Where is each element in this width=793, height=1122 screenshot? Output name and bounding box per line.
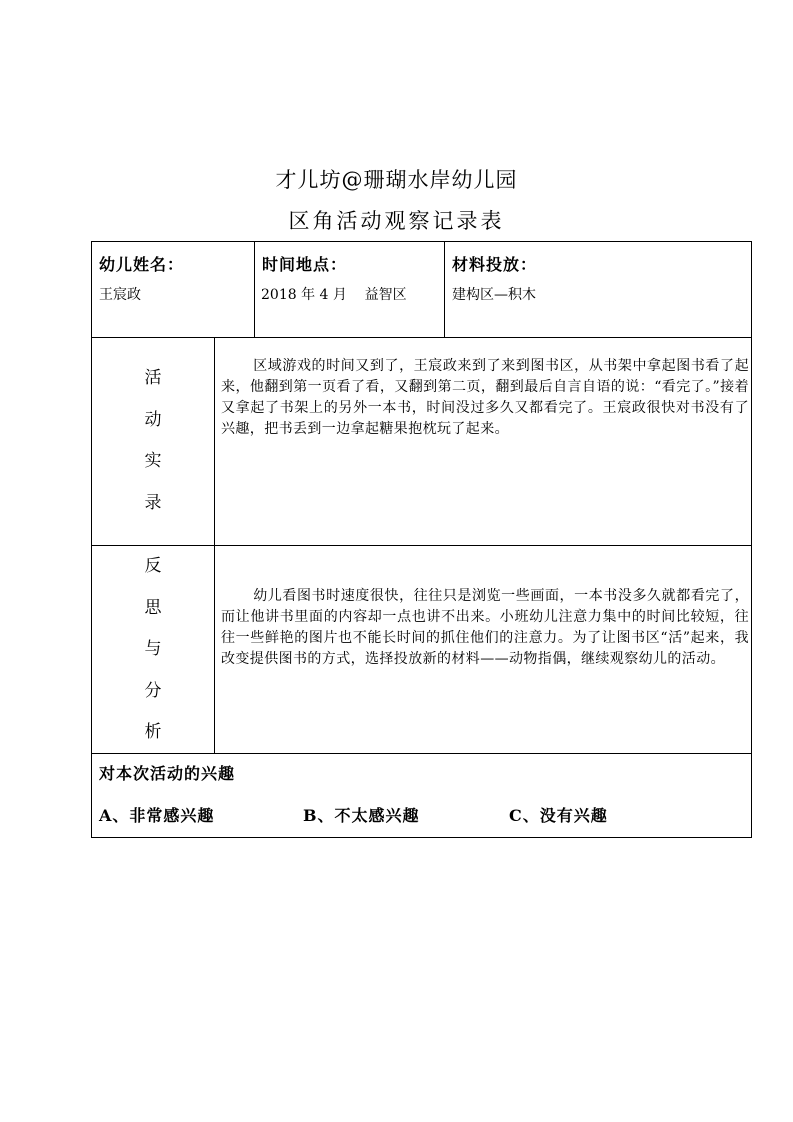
column-divider xyxy=(254,241,255,337)
label-char: 与 xyxy=(144,639,162,659)
label-char: 析 xyxy=(144,722,162,742)
label-char: 实 xyxy=(144,451,162,471)
column-divider xyxy=(214,337,215,753)
label-char: 活 xyxy=(144,368,162,388)
material-value: 建构区—积木 xyxy=(452,287,536,303)
label-char: 思 xyxy=(144,597,162,618)
column-divider xyxy=(444,241,445,337)
option-a[interactable]: A、非常感兴趣 xyxy=(99,806,215,825)
reflection-section-label xyxy=(92,546,214,754)
activity-record-text: 区域游戏的时间又到了，王宸政来到了来到图书区，从书架中拿起图书看了起来，他翻到第一页看了看，又翻到第二页，翻到最后自言自语的说：“看完了。”接着又拿起了书架上的另外一本书，时间没过多久又都看完了。王宸政很快对书没有了兴趣，把书丢到一边拿起糖果抱枕玩了起来。 xyxy=(221,358,749,437)
school-title: 才儿坊@珊瑚水岸幼儿园 xyxy=(275,168,518,192)
option-c[interactable]: C、没有兴趣 xyxy=(509,806,608,825)
interest-title: 对本次活动的兴趣 xyxy=(99,764,236,783)
table-divider xyxy=(91,337,752,338)
label-char: 反 xyxy=(144,556,162,576)
reflection-text: 幼儿看图书时速度很快，往往只是浏览一些画面，一本书没多久就都看完了，而让他讲书里面的内容却一点也讲不出来。小班幼儿注意力集中的时间比较短，往往一些鲜艳的图片也不能长时间的抓住他们的注意力。为了让图书区“活”起来，我改变提供图书的方式，选择投放新的材料——动物指偶，继续观察幼儿的活动。 xyxy=(221,588,749,667)
time-place-label: 时间地点： xyxy=(262,255,348,274)
record-section-label xyxy=(92,358,214,524)
label-char: 分 xyxy=(144,680,162,701)
form-title: 区角活动观察记录表 xyxy=(288,209,505,233)
option-b[interactable]: B、不太感兴趣 xyxy=(303,806,420,825)
label-char: 动 xyxy=(144,409,162,430)
material-label: 材料投放： xyxy=(452,255,538,274)
label-char: 录 xyxy=(144,492,162,513)
child-name-label: 幼儿姓名： xyxy=(99,255,185,274)
child-name-value: 王宸政 xyxy=(99,287,141,303)
time-place-value: 2018 年 4 月 益智区 xyxy=(261,287,407,303)
